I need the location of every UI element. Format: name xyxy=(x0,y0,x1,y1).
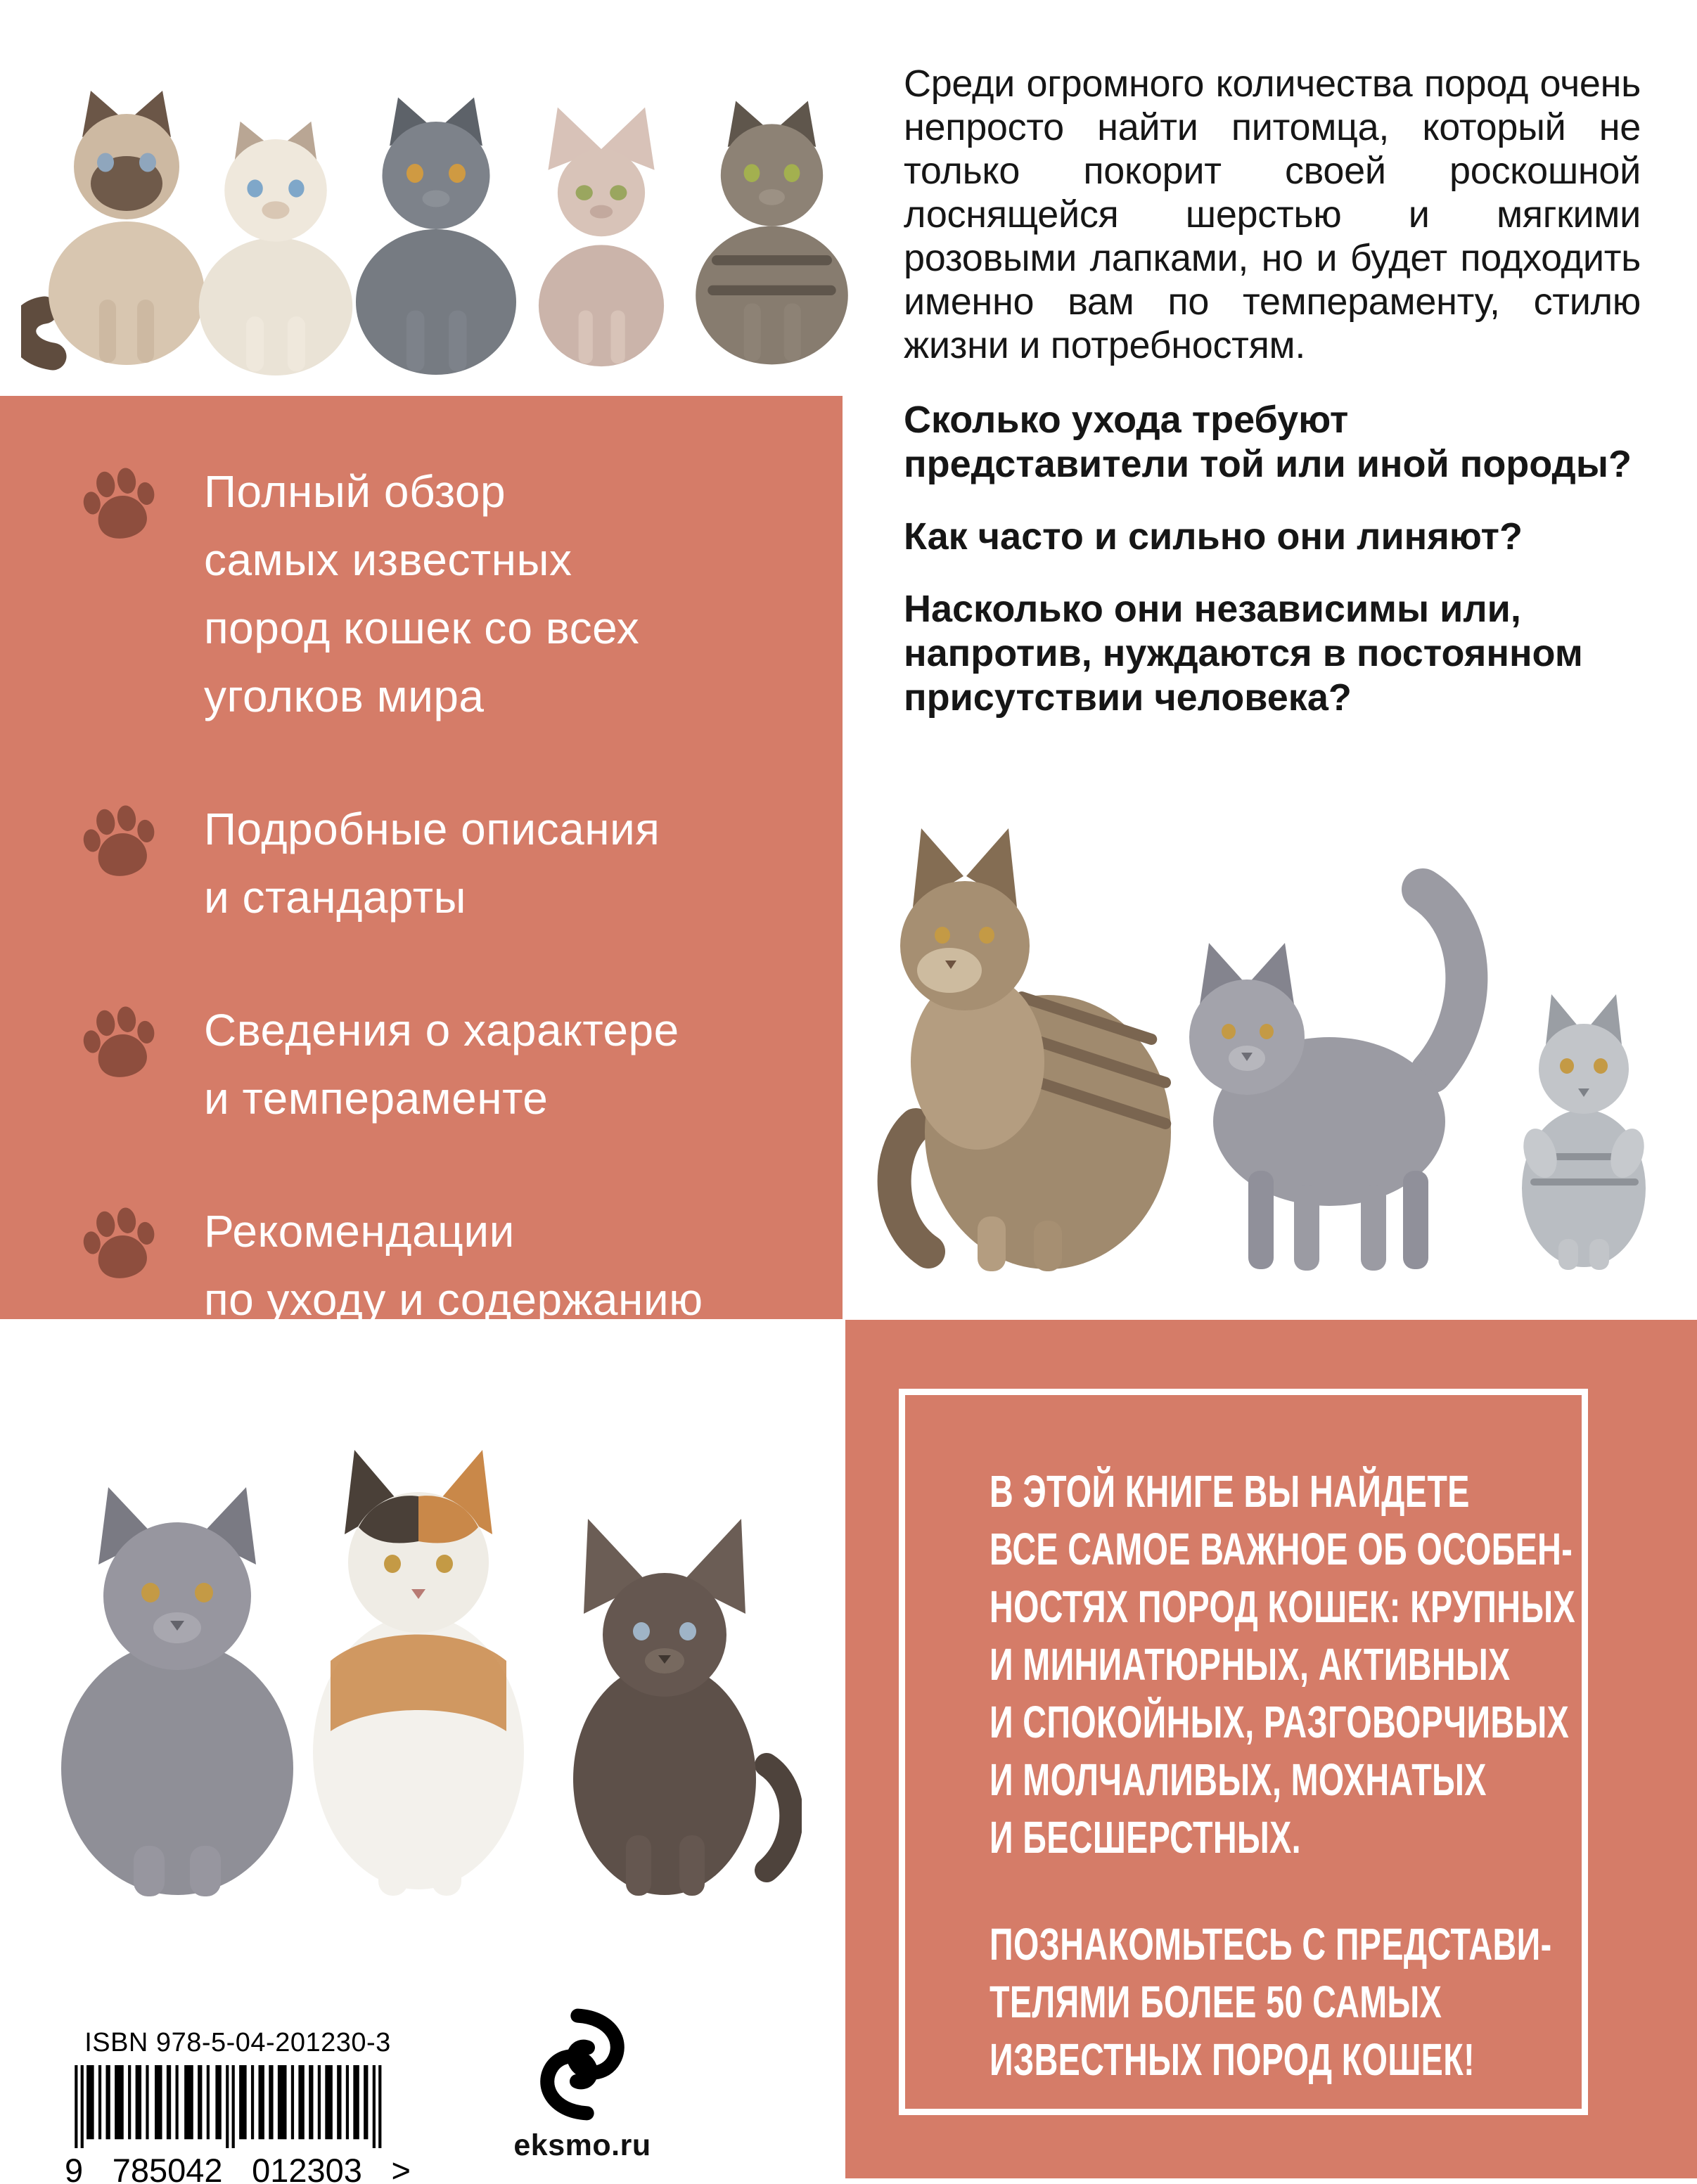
cat-gray-longhair xyxy=(1150,805,1501,1273)
cat-maine-coon xyxy=(872,823,1174,1273)
highlight-box xyxy=(899,1389,1588,2115)
barcode-digit-group: 9 xyxy=(65,2152,84,2184)
intro-section xyxy=(904,62,1641,748)
paw-icon xyxy=(82,1200,158,1283)
question-care: Сколько ухода требуют представители той или иной породы? xyxy=(904,399,1632,485)
feature-item xyxy=(0,458,843,731)
cat-sphynx xyxy=(506,93,696,395)
feature-item xyxy=(0,996,843,1133)
publisher-site: eksmo.ru xyxy=(513,2128,651,2162)
paw-icon xyxy=(82,461,158,544)
publisher-block xyxy=(498,2008,667,2163)
barcode-digit-group: 012303 xyxy=(252,2152,362,2184)
feature-item xyxy=(0,795,843,932)
barcode-digit-group: 785042 xyxy=(112,2152,223,2184)
cat-gray-fluffy xyxy=(49,1459,306,1899)
cat-kitten xyxy=(1491,977,1677,1273)
isbn-label: ISBN 978-5-04-201230-3 xyxy=(84,2028,391,2057)
footer xyxy=(62,2028,667,2184)
barcode-end-mark: > xyxy=(391,2152,411,2184)
question-shedding: Как часто и сильно они линяют? xyxy=(904,515,1523,558)
paw-icon xyxy=(82,999,158,1082)
barcode-digits xyxy=(62,2151,414,2184)
paw-icon xyxy=(82,798,158,881)
feature-text: Подробные описания и стандарты xyxy=(204,804,660,923)
highlight-text xyxy=(990,1463,1585,2088)
photo-three-cats-right xyxy=(872,788,1697,1273)
cat-devon-rex xyxy=(542,1505,802,1899)
eksmo-logo-icon xyxy=(526,2008,639,2121)
highlight-paragraph-2: ПОЗНАКОМЬТЕСЬ С ПРЕДСТАВИ- ТЕЛЯМИ БОЛЕЕ 50 САМЫХ ИЗВЕСТНЫХ ПОРОД КОШЕК! xyxy=(990,1919,1552,2085)
photo-three-cats-bottom xyxy=(39,1419,812,1899)
feature-text: Рекомендации по уходу и содержанию вашего будущего питомца xyxy=(204,1206,703,1461)
cat-calico xyxy=(288,1429,549,1899)
question-independence: Насколько они независимы или, напротив, нуждаются в постоянном присутствии человека? xyxy=(904,588,1583,719)
photo-five-cats xyxy=(21,30,844,395)
highlight-paragraph-1: В ЭТОЙ КНИГЕ ВЫ НАЙДЕТЕ ВСЕ САМОЕ ВАЖНОЕ ОБ ОСОБЕН- НОСТЯХ ПОРОД КОШЕК: КРУПНЫХ И МИНИАТЮРНЫХ, АКТИВНЫХ И СПОКОЙНЫХ, РАЗГОВОРЧИВЫХ И МОЛЧАЛИВЫХ, МОХНАТЫХ И БЕСШЕРСТНЫХ. xyxy=(990,1466,1575,1863)
highlight-panel xyxy=(845,1320,1697,2178)
feature-text: Полный обзор самых известных пород кошек со всех уголков мира xyxy=(204,466,640,721)
isbn-barcode-block xyxy=(62,2028,414,2184)
features-panel xyxy=(0,396,843,1461)
barcode xyxy=(72,2065,403,2148)
cat-tabby xyxy=(672,75,872,395)
intro-paragraph: Среди огромного количества пород очень непросто найти питомца, который не только покорит своей роскошной лоснящейся шерстью и мягкими розовыми лапками, но и будет подходить именно вам по темпераменту, стилю жизни и потребностям. xyxy=(904,63,1641,366)
feature-text: Сведения о характере и темпераменте xyxy=(204,1005,679,1124)
